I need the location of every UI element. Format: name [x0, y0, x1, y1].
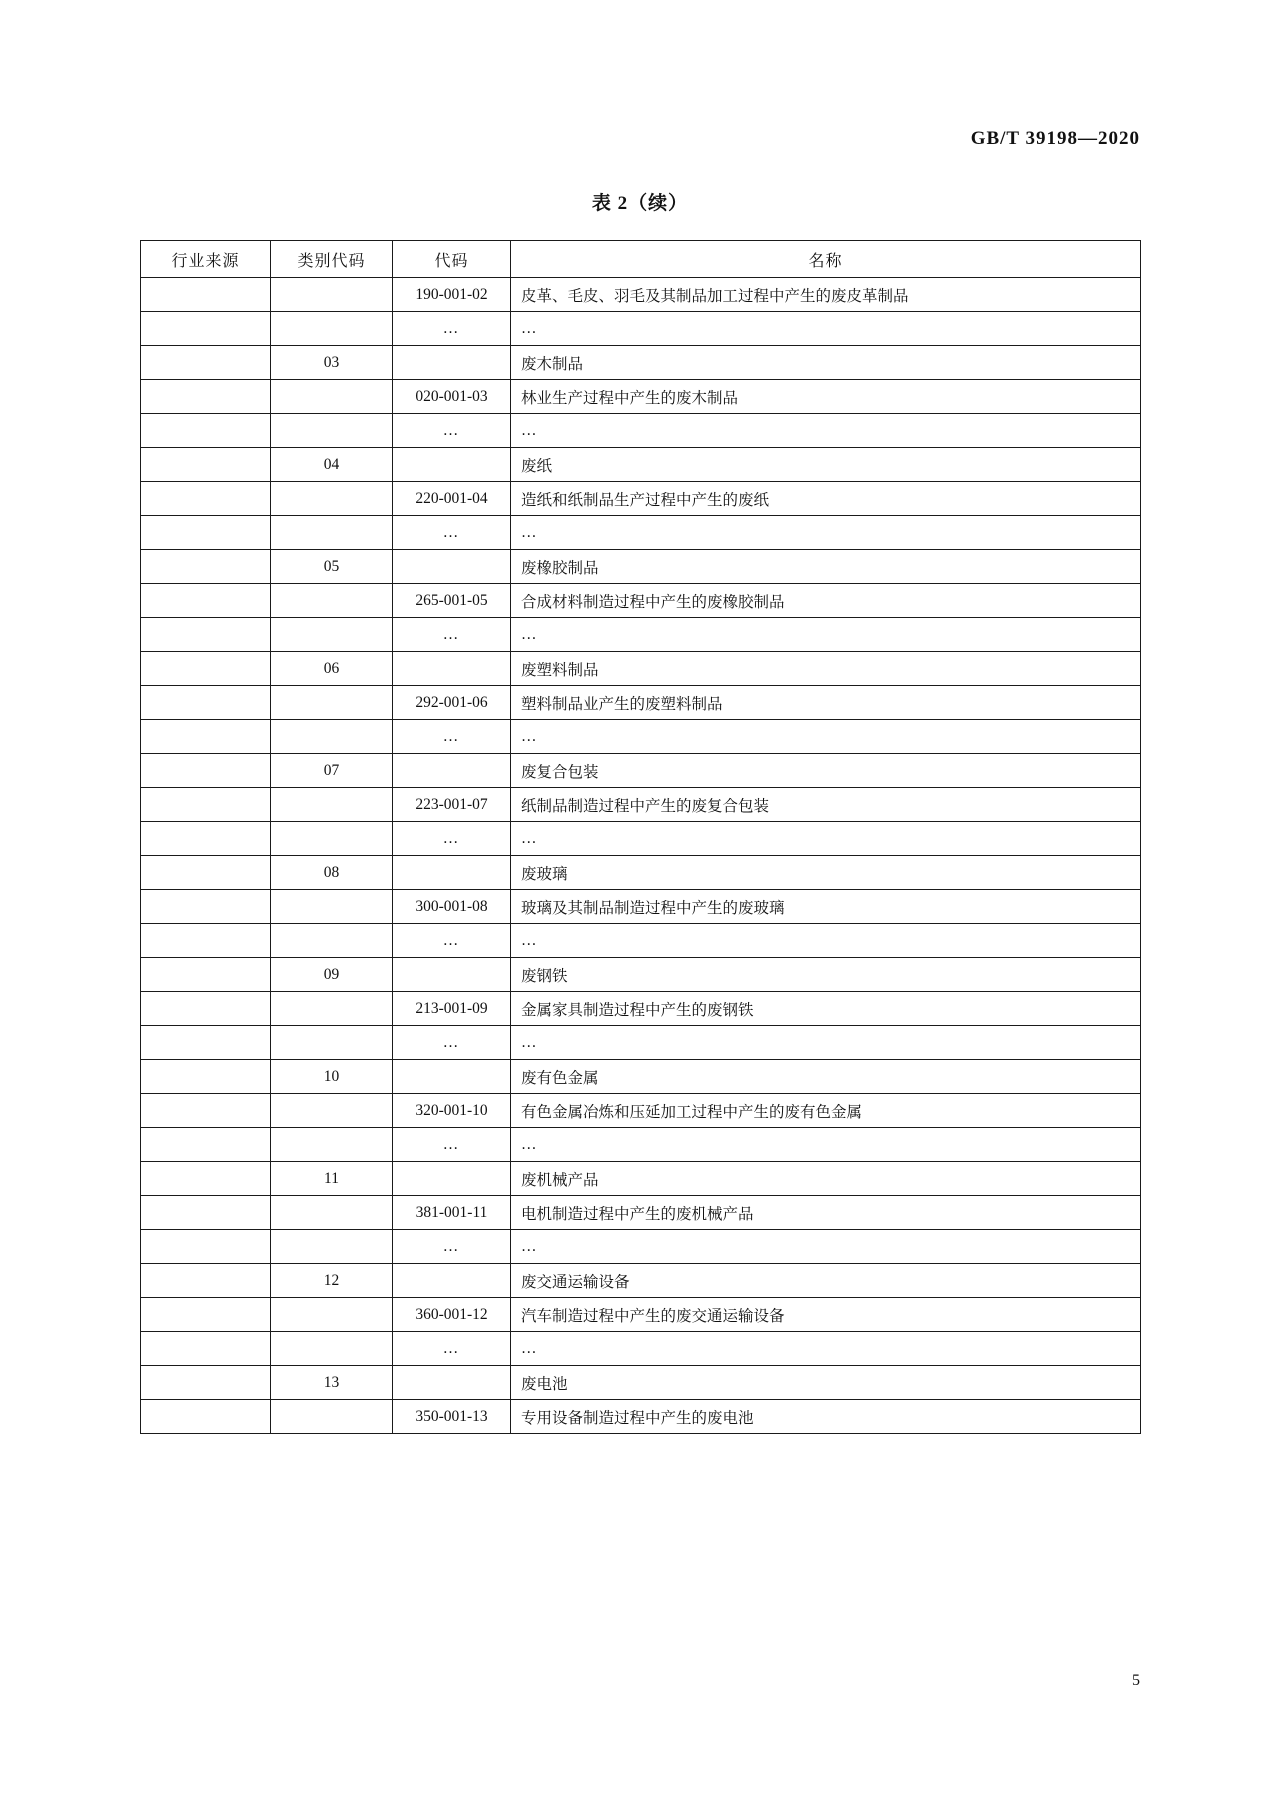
- cell-name: 塑料制品业产生的废塑料制品: [511, 686, 1141, 720]
- cell-code: …: [393, 312, 511, 346]
- cell-category-code: [271, 1400, 393, 1434]
- cell-industry-source: [141, 618, 271, 652]
- table-row: [141, 346, 1141, 380]
- cell-name: 造纸和纸制品生产过程中产生的废纸: [511, 482, 1141, 516]
- cell-code: [393, 652, 511, 686]
- cell-code: …: [393, 1230, 511, 1264]
- cell-category-code: [271, 992, 393, 1026]
- cell-industry-source: [141, 1162, 271, 1196]
- cell-code: 190-001-02: [393, 278, 511, 312]
- table-row: [141, 1128, 1141, 1162]
- cell-name: 废玻璃: [511, 856, 1141, 890]
- cell-code: [393, 1264, 511, 1298]
- cell-code: 265-001-05: [393, 584, 511, 618]
- cell-industry-source: [141, 1196, 271, 1230]
- column-header-code: 代码: [393, 241, 511, 278]
- cell-category-code: [271, 584, 393, 618]
- cell-category-code: [271, 482, 393, 516]
- table-row: [141, 1162, 1141, 1196]
- cell-industry-source: [141, 856, 271, 890]
- table-row: [141, 1026, 1141, 1060]
- cell-name: 电机制造过程中产生的废机械产品: [511, 1196, 1141, 1230]
- cell-code: [393, 1162, 511, 1196]
- cell-category-code: [271, 516, 393, 550]
- cell-code: [393, 346, 511, 380]
- cell-industry-source: [141, 890, 271, 924]
- cell-industry-source: [141, 278, 271, 312]
- cell-code: …: [393, 720, 511, 754]
- cell-code: …: [393, 618, 511, 652]
- table-row: [141, 720, 1141, 754]
- cell-category-code: [271, 1196, 393, 1230]
- cell-name: …: [511, 618, 1141, 652]
- table-title: 表 2（续）: [591, 193, 689, 214]
- cell-industry-source: [141, 584, 271, 618]
- cell-category-code: [271, 618, 393, 652]
- table-row: [141, 1094, 1141, 1128]
- cell-category-code: 03: [271, 346, 393, 380]
- cell-industry-source: [141, 1366, 271, 1400]
- cell-name: 废钢铁: [511, 958, 1141, 992]
- table-row: [141, 1366, 1141, 1400]
- cell-name: …: [511, 516, 1141, 550]
- cell-name: 废塑料制品: [511, 652, 1141, 686]
- table-row: [141, 686, 1141, 720]
- cell-code: 320-001-10: [393, 1094, 511, 1128]
- cell-name: 专用设备制造过程中产生的废电池: [511, 1400, 1141, 1434]
- table-row: [141, 1298, 1141, 1332]
- cell-code: 381-001-11: [393, 1196, 511, 1230]
- table-row: [141, 1196, 1141, 1230]
- cell-name: 林业生产过程中产生的废木制品: [511, 380, 1141, 414]
- cell-code: 223-001-07: [393, 788, 511, 822]
- cell-industry-source: [141, 380, 271, 414]
- cell-category-code: [271, 414, 393, 448]
- cell-category-code: 12: [271, 1264, 393, 1298]
- cell-industry-source: [141, 1128, 271, 1162]
- cell-code: …: [393, 924, 511, 958]
- cell-category-code: [271, 822, 393, 856]
- table-row: [141, 312, 1141, 346]
- cell-category-code: 13: [271, 1366, 393, 1400]
- cell-name: …: [511, 720, 1141, 754]
- cell-name: 废木制品: [511, 346, 1141, 380]
- cell-code: 350-001-13: [393, 1400, 511, 1434]
- cell-code: …: [393, 1332, 511, 1366]
- table-row: [141, 278, 1141, 312]
- table-row: [141, 1060, 1141, 1094]
- cell-industry-source: [141, 686, 271, 720]
- cell-name: …: [511, 414, 1141, 448]
- column-header-industry-source: 行业来源: [141, 241, 271, 278]
- column-header-name: 名称: [511, 241, 1141, 278]
- cell-category-code: 11: [271, 1162, 393, 1196]
- cell-code: [393, 550, 511, 584]
- cell-code: [393, 1366, 511, 1400]
- cell-name: 废电池: [511, 1366, 1141, 1400]
- table-row: [141, 584, 1141, 618]
- column-header-category-code: 类别代码: [271, 241, 393, 278]
- table-row: [141, 958, 1141, 992]
- cell-category-code: [271, 380, 393, 414]
- cell-category-code: [271, 1026, 393, 1060]
- cell-name: …: [511, 1230, 1141, 1264]
- cell-code: [393, 856, 511, 890]
- cell-industry-source: [141, 720, 271, 754]
- waste-code-table: [140, 240, 1141, 1434]
- cell-category-code: [271, 890, 393, 924]
- table-row: [141, 1400, 1141, 1434]
- cell-industry-source: [141, 1332, 271, 1366]
- table-row: [141, 822, 1141, 856]
- cell-category-code: [271, 278, 393, 312]
- cell-category-code: [271, 1128, 393, 1162]
- cell-industry-source: [141, 414, 271, 448]
- table-body: [141, 278, 1141, 1434]
- cell-category-code: [271, 788, 393, 822]
- cell-industry-source: [141, 550, 271, 584]
- cell-name: 废橡胶制品: [511, 550, 1141, 584]
- cell-category-code: [271, 1332, 393, 1366]
- cell-category-code: 05: [271, 550, 393, 584]
- table-row: [141, 1230, 1141, 1264]
- cell-category-code: [271, 1230, 393, 1264]
- cell-category-code: [271, 1094, 393, 1128]
- cell-code: …: [393, 1026, 511, 1060]
- cell-code: …: [393, 1128, 511, 1162]
- table-row: [141, 1332, 1141, 1366]
- cell-name: 玻璃及其制品制造过程中产生的废玻璃: [511, 890, 1141, 924]
- cell-category-code: [271, 686, 393, 720]
- cell-category-code: 10: [271, 1060, 393, 1094]
- cell-name: …: [511, 822, 1141, 856]
- cell-category-code: [271, 1298, 393, 1332]
- table-row: [141, 516, 1141, 550]
- cell-name: …: [511, 1332, 1141, 1366]
- cell-code: …: [393, 822, 511, 856]
- table-row: [141, 482, 1141, 516]
- cell-industry-source: [141, 958, 271, 992]
- cell-name: 纸制品制造过程中产生的废复合包装: [511, 788, 1141, 822]
- cell-code: [393, 958, 511, 992]
- table-row: [141, 380, 1141, 414]
- cell-industry-source: [141, 1230, 271, 1264]
- cell-industry-source: [141, 924, 271, 958]
- cell-code: 220-001-04: [393, 482, 511, 516]
- table-row: [141, 652, 1141, 686]
- table-row: [141, 414, 1141, 448]
- cell-category-code: 08: [271, 856, 393, 890]
- cell-category-code: [271, 312, 393, 346]
- cell-category-code: 09: [271, 958, 393, 992]
- cell-name: 废机械产品: [511, 1162, 1141, 1196]
- standard-number-header: GB/T 39198—2020: [970, 128, 1140, 149]
- cell-name: 废纸: [511, 448, 1141, 482]
- table-row: [141, 924, 1141, 958]
- cell-code: 292-001-06: [393, 686, 511, 720]
- cell-industry-source: [141, 754, 271, 788]
- table-row: [141, 788, 1141, 822]
- cell-code: …: [393, 516, 511, 550]
- table-row: [141, 448, 1141, 482]
- table-header-row: [141, 241, 1141, 278]
- cell-code: [393, 754, 511, 788]
- cell-industry-source: [141, 992, 271, 1026]
- cell-code: [393, 1060, 511, 1094]
- cell-code: 020-001-03: [393, 380, 511, 414]
- cell-code: [393, 448, 511, 482]
- cell-category-code: 07: [271, 754, 393, 788]
- cell-name: 金属家具制造过程中产生的废钢铁: [511, 992, 1141, 1026]
- cell-name: 汽车制造过程中产生的废交通运输设备: [511, 1298, 1141, 1332]
- cell-name: …: [511, 312, 1141, 346]
- table-row: [141, 1264, 1141, 1298]
- cell-name: 废交通运输设备: [511, 1264, 1141, 1298]
- cell-industry-source: [141, 482, 271, 516]
- cell-name: 废有色金属: [511, 1060, 1141, 1094]
- cell-code: 300-001-08: [393, 890, 511, 924]
- cell-name: 废复合包装: [511, 754, 1141, 788]
- table-row: [141, 992, 1141, 1026]
- cell-industry-source: [141, 516, 271, 550]
- cell-name: …: [511, 1026, 1141, 1060]
- cell-category-code: 06: [271, 652, 393, 686]
- table-row: [141, 618, 1141, 652]
- cell-industry-source: [141, 1298, 271, 1332]
- cell-category-code: [271, 720, 393, 754]
- cell-industry-source: [141, 1026, 271, 1060]
- cell-category-code: [271, 924, 393, 958]
- cell-industry-source: [141, 346, 271, 380]
- table-row: [141, 890, 1141, 924]
- cell-name: …: [511, 1128, 1141, 1162]
- cell-industry-source: [141, 1264, 271, 1298]
- cell-code: …: [393, 414, 511, 448]
- table-row: [141, 754, 1141, 788]
- cell-name: 合成材料制造过程中产生的废橡胶制品: [511, 584, 1141, 618]
- cell-industry-source: [141, 1400, 271, 1434]
- cell-industry-source: [141, 448, 271, 482]
- cell-name: 皮革、毛皮、羽毛及其制品加工过程中产生的废皮革制品: [511, 278, 1141, 312]
- cell-industry-source: [141, 312, 271, 346]
- cell-category-code: 04: [271, 448, 393, 482]
- cell-industry-source: [141, 1060, 271, 1094]
- cell-industry-source: [141, 1094, 271, 1128]
- cell-code: 213-001-09: [393, 992, 511, 1026]
- cell-name: …: [511, 924, 1141, 958]
- table-row: [141, 550, 1141, 584]
- table-row: [141, 856, 1141, 890]
- cell-industry-source: [141, 788, 271, 822]
- cell-industry-source: [141, 652, 271, 686]
- cell-code: 360-001-12: [393, 1298, 511, 1332]
- page-number: 5: [1132, 1672, 1140, 1689]
- cell-industry-source: [141, 822, 271, 856]
- cell-name: 有色金属冶炼和压延加工过程中产生的废有色金属: [511, 1094, 1141, 1128]
